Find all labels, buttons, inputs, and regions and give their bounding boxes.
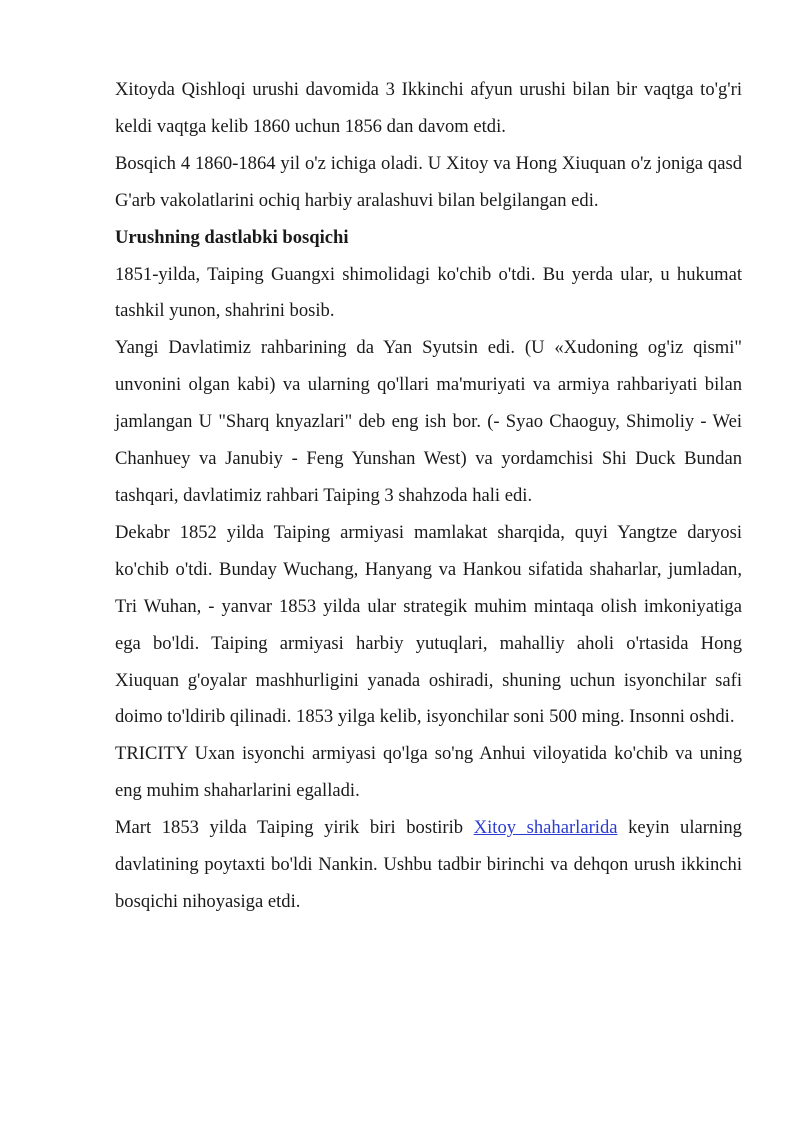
xitoy-shaharlarida-link[interactable]: Xitoy shaharlarida [473,817,618,839]
paragraph-second-opium-war: Xitoyda Qishloqi urushi davomida 3 Ikkinchi afyun urushi bilan bir vaqtga to'g'ri keldi vaqtga kelib 1860 uchun 1856 dan davom etdi. [115,79,742,137]
paragraph-text-before-link: Mart 1853 yilda Taiping yirik biri bostirib [115,817,474,839]
paragraph-march-1853 [115,810,742,921]
document-page [115,72,742,921]
paragraph-december-1852: Dekabr 1852 yilda Taiping armiyasi mamlakat sharqida, quyi Yangtze daryosi ko'chib o'tdi. Bunday Wuchang, Hanyang va Hankou sifatida shaharlar, jumladan, Tri Wuhan, - yanvar 1853 yilda ular strategik muhim mintaqa olish imkoniyatiga ega bo'ldi. Taiping armiyasi harbiy yutuqlari, mahalliy aholi o'rtasida Hong Xiuquan g'oyalar mashhurligini yanada oshiradi, shuning uchun isyonchilar safi doimo to'ldirib qilinadi. 1853 yilga kelib, isyonchilar soni 500 ming. Insonni oshdi. [115,521,742,728]
paragraph-1851-guangxi: 1851-yilda, Taiping Guangxi shimolidagi ko'chib o'tdi. Bu yerda ular, u hukumat tashkil yunon, shahrini bosib. [115,263,742,322]
paragraph-stage-four: Bosqich 4 1860-1864 yil o'z ichiga oladi. U Xitoy va Hong Xiuquan o'z joniga qasd G'arb vakolatlarini ochiq harbiy aralashuvi bilan belgilangan edi. [115,152,742,211]
section-heading: Urushning dastlabki bosqichi [115,226,349,248]
paragraph-new-state-leaders: Yangi Davlatimiz rahbarining da Yan Syutsin edi. (U «Xudoning og'iz qismi" unvonini olgan kabi) va ularning qo'llari ma'muriyati va armiya rahbariyati bilan jamlangan U "Sharq knyazlari" deb eng ish bor. (- Syao Chaoguy, Shimoliy - Wei Chanhuey va Janubiy - Feng Yunshan West) va yordamchisi Shi Duck Bundan tashqari, davlatimiz rahbari Taiping 3 shahzoda hali edi. [115,337,742,506]
paragraph-tricity-uxan: TRICITY Uxan isyonchi armiyasi qo'lga so'ng Anhui viloyatida ko'chib va uning eng muhim shaharlarini egalladi. [115,743,742,802]
paragraph-text-after-link: keyin ularning davlatining poytaxti bo'ldi Nankin. Ushbu tadbir birinchi va dehqon urush ikkinchi bosqichi nihoyasiga etdi. [115,817,742,912]
